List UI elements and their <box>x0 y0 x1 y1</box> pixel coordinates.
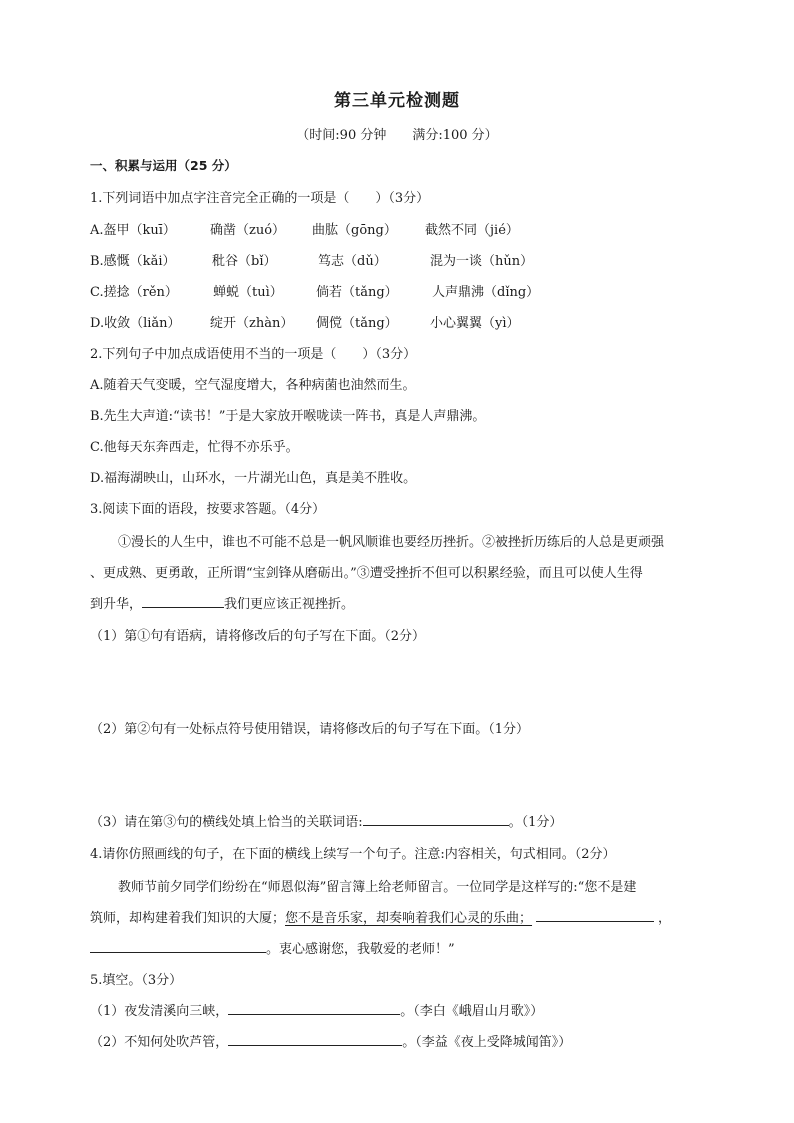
question-5-item-1-source: 。（李白《峨眉山月歌》） <box>400 1004 544 1019</box>
option-d-word-4: 小心翼翼（yì） <box>430 316 520 331</box>
question-5-item-2-source: 。（李益《夜上受降城闻笛》） <box>402 1035 572 1050</box>
question-1-stem: 1.下列词语中加点字注音完全正确的一项是（ ）（3分） <box>90 191 430 206</box>
question-2-option-a: A.随着天气变暖，空气湿度增大，各种病菌也油然而生。 <box>90 378 416 393</box>
option-a-word-4: 截然不同（jié） <box>425 223 519 238</box>
question-4-line-2-comma: ， <box>658 911 672 926</box>
passage-line-2: 、更成熟、更勇敢，正所谓“宝剑锋从磨砺出。”③遭受挫折不但可以积累经验，而且可以使人生得 <box>90 566 643 581</box>
question-5-item-1 <box>90 1000 543 1019</box>
answer-blank[interactable] <box>142 594 224 608</box>
passage-line-1: ①漫长的人生中，谁也不可能不总是一帆风顺谁也要经历挫折。②被挫折历练后的人总是更顽强 <box>118 535 665 550</box>
option-a-word-3: 曲肱（gōng） <box>312 223 397 238</box>
question-5-item-1-text: （1）夜发清溪向三峡， <box>90 1004 229 1019</box>
question-4-line-2 <box>90 907 671 926</box>
option-a-word-2: 确凿（zuó） <box>210 223 286 238</box>
question-2-option-c: C.他每天东奔西走，忙得不亦乐乎。 <box>90 440 299 455</box>
question-3-sub-3-score: 。（1分） <box>508 815 563 830</box>
section-heading: 一、积累与运用（25 分） <box>90 158 237 173</box>
option-d-word-1: D.收敛（liǎn） <box>90 316 181 331</box>
time-limit: （时间:90 分钟 <box>296 128 387 143</box>
passage-line-3 <box>90 593 354 612</box>
page-title: 第三单元检测题 <box>334 91 460 111</box>
question-3-sub-3-text: （3）请在第③句的横线处填上恰当的关联词语: <box>90 815 363 830</box>
option-d-word-3: 倜傥（tǎng） <box>316 316 398 331</box>
full-score: 满分:100 分） <box>412 128 498 143</box>
question-4-line-1: 教师节前夕同学们纷纷在“师恩似海”留言簿上给老师留言。一位同学是这样写的:“您不是建 <box>118 880 637 895</box>
option-b-word-2: 秕谷（bǐ） <box>212 254 277 269</box>
question-2-option-d: D.福海湖映山，山环水，一片湖光山色，真是美不胜收。 <box>90 471 417 486</box>
question-4-line-3 <box>90 938 455 957</box>
question-4-stem: 4.请你仿照画线的句子，在下面的横线上续写一个句子。注意:内容相关，句式相同。（2分） <box>90 847 616 862</box>
question-5-stem: 5.填空。（3分） <box>90 973 183 988</box>
option-b-word-4: 混为一谈（hǔn） <box>430 254 534 269</box>
answer-blank[interactable] <box>363 812 509 826</box>
question-2-option-b: B.先生大声道:“读书！”于是大家放开喉咙读一阵书，真是人声鼎沸。 <box>90 409 486 424</box>
question-3-sub-3 <box>90 811 562 830</box>
option-b-word-3: 笃志（dǔ） <box>318 254 387 269</box>
answer-blank[interactable] <box>90 939 266 953</box>
question-5-item-2-text: （2）不知何处吹芦管， <box>90 1035 229 1050</box>
question-3-sub-2: （2）第②句有一处标点符号使用错误，请将修改后的句子写在下面。（1分） <box>90 722 530 737</box>
option-c-word-3: 倘若（tǎng） <box>316 285 398 300</box>
option-a-word-1: A.盔甲（kuī） <box>90 223 176 238</box>
option-c-word-1: C.搓捻（rěn） <box>90 285 178 300</box>
question-3-sub-1: （1）第①句有语病，请将修改后的句子写在下面。（2分） <box>90 629 426 644</box>
underlined-sentence: 您不是音乐家，却奏响着我们心灵的乐曲； <box>285 911 533 926</box>
question-2-stem: 2.下列句子中加点成语使用不当的一项是（ ）（3分） <box>90 347 417 362</box>
option-c-word-2: 蝉蜕（tuì） <box>213 285 283 300</box>
answer-blank[interactable] <box>228 1032 402 1046</box>
passage-line-3-end: 我们更应该正视挫折。 <box>224 597 355 612</box>
exam-meta <box>0 124 794 143</box>
question-3-stem: 3.阅读下面的语段，按要求答题。（4分） <box>90 502 326 517</box>
answer-blank[interactable] <box>228 1001 400 1015</box>
question-4-line-3-end: 。衷心感谢您，我敬爱的老师！” <box>266 942 455 957</box>
option-c-word-4: 人声鼎沸（dǐng） <box>432 285 540 300</box>
answer-blank[interactable] <box>536 908 654 922</box>
option-d-word-2: 绽开（zhàn） <box>210 316 294 331</box>
question-4-line-2-start: 筑师，却构建着我们知识的大厦； <box>90 911 286 926</box>
passage-line-3-start: 到升华， <box>90 597 143 612</box>
option-b-word-1: B.感慨（kǎi） <box>90 254 176 269</box>
question-5-item-2 <box>90 1031 571 1050</box>
